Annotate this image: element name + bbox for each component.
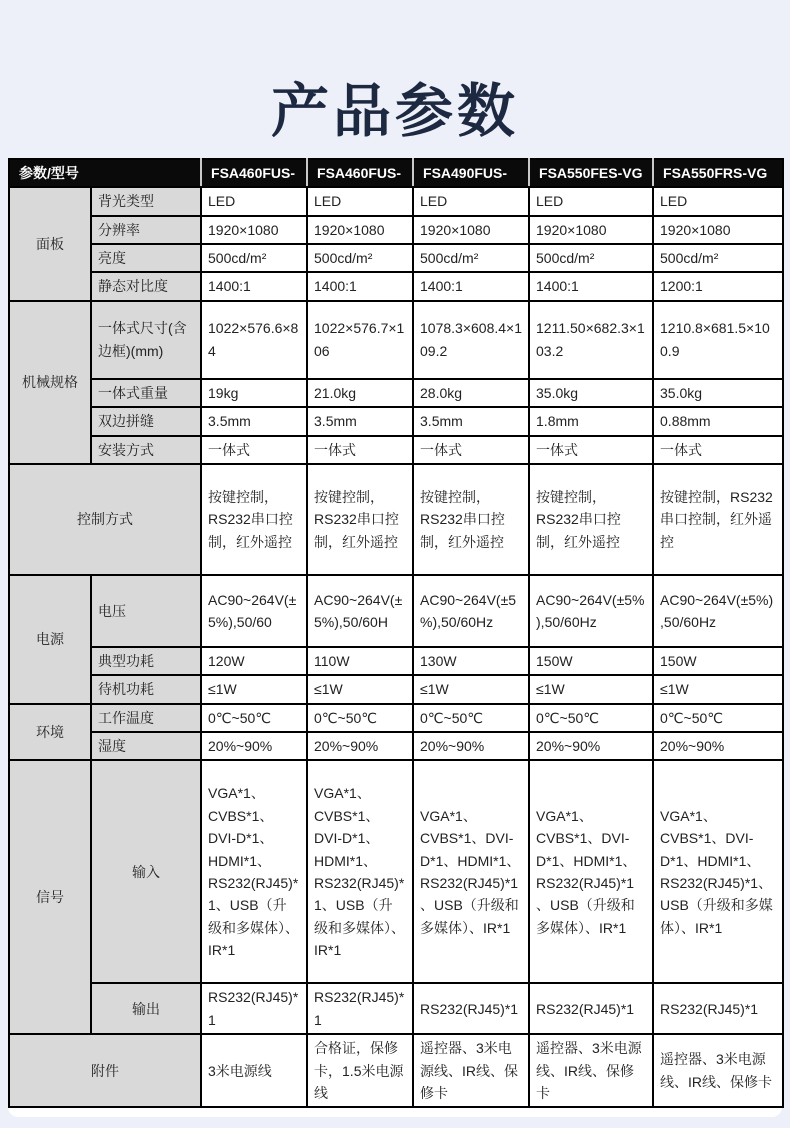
- spec-cell: 1022×576.6×84: [201, 301, 307, 379]
- model-header: FSA550FES-VG: [529, 159, 653, 187]
- row-label: 背光类型: [91, 187, 201, 215]
- page-title: 产品参数: [270, 79, 519, 144]
- spec-cell: 1920×1080: [307, 216, 413, 244]
- table-row: [9, 187, 783, 215]
- spec-cell: 按键控制，RS232串口控制，红外遥控: [307, 464, 413, 575]
- spec-cell: 遥控器、3米电源线、IR线、保修卡: [413, 1034, 529, 1107]
- spec-cell: 110W: [307, 647, 413, 675]
- spec-cell: ≤1W: [529, 675, 653, 703]
- model-header: FSA460FUS-: [201, 159, 307, 187]
- spec-cell: 130W: [413, 647, 529, 675]
- table-row: [9, 216, 783, 244]
- table-row: [9, 647, 783, 675]
- spec-cell: ≤1W: [413, 675, 529, 703]
- spec-cell: LED: [201, 187, 307, 215]
- row-label: 一体式重量: [91, 379, 201, 407]
- spec-cell: 合格证，保修卡，1.5米电源线: [307, 1034, 413, 1107]
- spec-cell: LED: [413, 187, 529, 215]
- spec-cell: LED: [307, 187, 413, 215]
- spec-cell: AC90~264V(±5%),50/60Hz: [529, 575, 653, 647]
- spec-cell: 1200:1: [653, 272, 783, 300]
- spec-cell: 500cd/m²: [529, 244, 653, 272]
- spec-cell: 21.0kg: [307, 379, 413, 407]
- spec-cell: VGA*1、CVBS*1、DVI-D*1、HDMI*1、RS232(RJ45)*1、USB（升级和多媒体）、IR*1: [529, 760, 653, 983]
- spec-cell: RS232(RJ45)*1: [413, 983, 529, 1034]
- spec-cell: 一体式: [413, 436, 529, 464]
- spec-cell: 0℃~50℃: [529, 704, 653, 732]
- spec-cell: 19kg: [201, 379, 307, 407]
- spec-cell: 按键控制，RS232串口控制，红外遥控: [413, 464, 529, 575]
- spec-cell: 1400:1: [413, 272, 529, 300]
- spec-cell: ≤1W: [307, 675, 413, 703]
- spec-cell: 20%~90%: [653, 732, 783, 760]
- spec-cell: 150W: [653, 647, 783, 675]
- spec-cell: 500cd/m²: [201, 244, 307, 272]
- group-label-environment: 环境: [9, 704, 91, 761]
- row-label: 输入: [91, 760, 201, 983]
- row-label: 一体式尺寸(含边框)(mm): [91, 301, 201, 379]
- spec-cell: VGA*1、CVBS*1、DVI-D*1、HDMI*1、RS232(RJ45)*1、USB（升级和多媒体）、IR*1: [201, 760, 307, 983]
- spec-cell: 0.88mm: [653, 407, 783, 435]
- spec-cell: 500cd/m²: [653, 244, 783, 272]
- spec-cell: 0℃~50℃: [653, 704, 783, 732]
- spec-cell: RS232(RJ45)*1: [307, 983, 413, 1034]
- table-row: [9, 575, 783, 647]
- spec-cell: 0℃~50℃: [307, 704, 413, 732]
- table-row: [9, 1034, 783, 1107]
- table-row: [9, 272, 783, 300]
- row-label: 工作温度: [91, 704, 201, 732]
- table-row: [9, 407, 783, 435]
- spec-cell: LED: [653, 187, 783, 215]
- table-row: [9, 244, 783, 272]
- spec-cell: RS232(RJ45)*1: [201, 983, 307, 1034]
- spec-table-card: [8, 158, 782, 1118]
- model-header: FSA460FUS-: [307, 159, 413, 187]
- row-label: 典型功耗: [91, 647, 201, 675]
- spec-cell: 1210.8×681.5×100.9: [653, 301, 783, 379]
- row-label: 静态对比度: [91, 272, 201, 300]
- spec-cell: 一体式: [307, 436, 413, 464]
- group-label-panel: 面板: [9, 187, 91, 301]
- row-label: 双边拼缝: [91, 407, 201, 435]
- row-label: 待机功耗: [91, 675, 201, 703]
- spec-table: [8, 158, 784, 1109]
- spec-cell: AC90~264V(±5%),50/60: [201, 575, 307, 647]
- spec-cell: 按键控制，RS232串口控制，红外遥控: [529, 464, 653, 575]
- group-label-power: 电源: [9, 575, 91, 704]
- spec-cell: VGA*1、CVBS*1、DVI-D*1、HDMI*1、RS232(RJ45)*1、USB（升级和多媒体）、IR*1: [307, 760, 413, 983]
- spec-cell: 3.5mm: [201, 407, 307, 435]
- spec-cell: 28.0kg: [413, 379, 529, 407]
- spec-cell: ≤1W: [653, 675, 783, 703]
- spec-cell: 0℃~50℃: [413, 704, 529, 732]
- row-label: 输出: [91, 983, 201, 1034]
- table-row: [9, 675, 783, 703]
- spec-cell: 1022×576.7×106: [307, 301, 413, 379]
- spec-cell: AC90~264V(±5%),50/60H: [307, 575, 413, 647]
- spec-cell: VGA*1、CVBS*1、DVI-D*1、HDMI*1、RS232(RJ45)*1、USB（升级和多媒体）、IR*1: [653, 760, 783, 983]
- table-header-row: [9, 159, 783, 187]
- row-label: 分辨率: [91, 216, 201, 244]
- row-label-accessories: 附件: [9, 1034, 201, 1107]
- spec-cell: 遥控器、3米电源线、IR线、保修卡: [653, 1034, 783, 1107]
- table-row: [9, 436, 783, 464]
- table-row: [9, 704, 783, 732]
- spec-cell: 1920×1080: [413, 216, 529, 244]
- corner-header: 参数/型号: [9, 159, 201, 187]
- spec-cell: 20%~90%: [307, 732, 413, 760]
- group-label-signal: 信号: [9, 760, 91, 1034]
- spec-cell: 20%~90%: [201, 732, 307, 760]
- model-header: FSA550FRS-VG: [653, 159, 783, 187]
- spec-cell: 一体式: [653, 436, 783, 464]
- model-header: FSA490FUS-: [413, 159, 529, 187]
- spec-cell: 0℃~50℃: [201, 704, 307, 732]
- spec-cell: 500cd/m²: [307, 244, 413, 272]
- spec-cell: 按键控制，RS232串口控制，红外遥控: [201, 464, 307, 575]
- spec-cell: 120W: [201, 647, 307, 675]
- table-row: [9, 760, 783, 983]
- spec-cell: 1920×1080: [653, 216, 783, 244]
- table-row: [9, 379, 783, 407]
- row-label: 湿度: [91, 732, 201, 760]
- spec-cell: 1078.3×608.4×109.2: [413, 301, 529, 379]
- spec-cell: RS232(RJ45)*1: [653, 983, 783, 1034]
- spec-cell: 150W: [529, 647, 653, 675]
- table-row: [9, 983, 783, 1034]
- spec-cell: 20%~90%: [529, 732, 653, 760]
- spec-cell: ≤1W: [201, 675, 307, 703]
- spec-cell: 35.0kg: [529, 379, 653, 407]
- spec-cell: 500cd/m²: [413, 244, 529, 272]
- spec-cell: VGA*1、CVBS*1、DVI-D*1、HDMI*1、RS232(RJ45)*1、USB（升级和多媒体）、IR*1: [413, 760, 529, 983]
- spec-cell: 1920×1080: [201, 216, 307, 244]
- spec-cell: 1400:1: [529, 272, 653, 300]
- spec-cell: 3.5mm: [413, 407, 529, 435]
- spec-cell: LED: [529, 187, 653, 215]
- row-label: 安装方式: [91, 436, 201, 464]
- table-row: [9, 464, 783, 575]
- spec-cell: AC90~264V(±5%),50/60Hz: [413, 575, 529, 647]
- spec-cell: 3.5mm: [307, 407, 413, 435]
- spec-cell: RS232(RJ45)*1: [529, 983, 653, 1034]
- spec-cell: AC90~264V(±5%),50/60Hz: [653, 575, 783, 647]
- spec-cell: 遥控器、3米电源线、IR线、保修卡: [529, 1034, 653, 1107]
- table-row: [9, 732, 783, 760]
- spec-cell: 一体式: [201, 436, 307, 464]
- spec-cell: 35.0kg: [653, 379, 783, 407]
- row-label: 亮度: [91, 244, 201, 272]
- spec-cell: 一体式: [529, 436, 653, 464]
- spec-cell: 1400:1: [307, 272, 413, 300]
- spec-cell: 1400:1: [201, 272, 307, 300]
- group-label-mechanical: 机械规格: [9, 301, 91, 464]
- spec-cell: 20%~90%: [413, 732, 529, 760]
- spec-cell: 1.8mm: [529, 407, 653, 435]
- row-label: 电压: [91, 575, 201, 647]
- spec-cell: 1920×1080: [529, 216, 653, 244]
- spec-cell: 1211.50×682.3×103.2: [529, 301, 653, 379]
- row-label-control: 控制方式: [9, 464, 201, 575]
- spec-cell: 按键控制，RS232串口控制，红外遥控: [653, 464, 783, 575]
- spec-cell: 3米电源线: [201, 1034, 307, 1107]
- table-row: [9, 301, 783, 379]
